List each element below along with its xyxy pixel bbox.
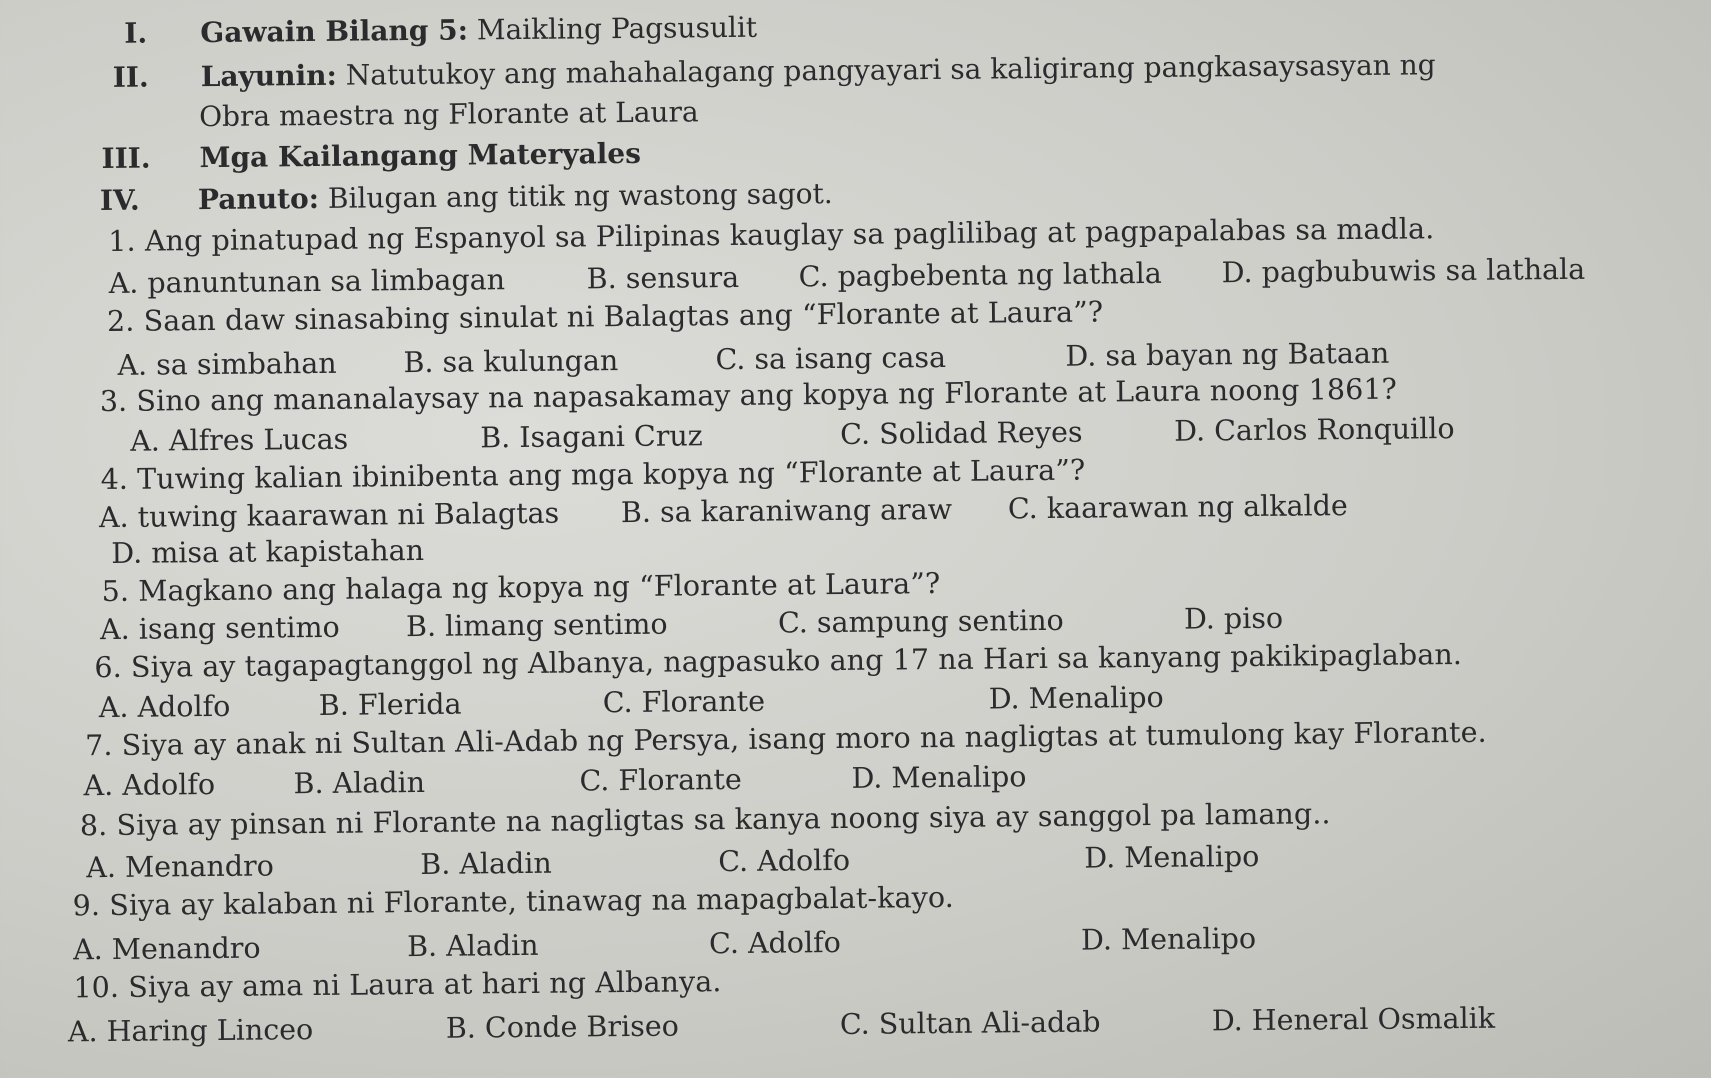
materials-heading	[199, 137, 641, 175]
answer-option: B. Aladin	[293, 765, 426, 801]
answer-option: C. Florante	[579, 762, 742, 798]
answer-option: B. sensura	[586, 260, 740, 296]
header-label: Layunin:	[200, 58, 338, 94]
answer-option: A. panuntunan sa limbagan	[108, 263, 506, 300]
question-text: 10. Siya ay ama ni Laura at hari ng Albanya.	[73, 965, 722, 1005]
answer-option: D. sa bayan ng Bataan	[1065, 336, 1390, 373]
header-number: III.	[101, 141, 151, 176]
answer-option: D. Carlos Ronquillo	[1174, 412, 1455, 448]
answer-option: B. Conde Briseo	[445, 1009, 679, 1045]
header-label: Gawain Bilang 5:	[200, 13, 469, 50]
answer-option: D. piso	[1183, 601, 1284, 636]
answer-option: D. Menalipo	[1080, 921, 1257, 957]
question-text: 5. Magkano ang halaga ng kopya ng “Florante at Laura”?	[101, 567, 941, 609]
answer-option: C. sa isang casa	[715, 340, 947, 377]
answer-option: B. sa karaniwang araw	[620, 492, 953, 530]
answer-option: A. sa simbahan	[117, 346, 337, 382]
instructions	[198, 177, 833, 217]
answer-option: A. Menandro	[86, 849, 274, 885]
question-text: 6. Siya ay tagapagtanggol ng Albanya, nagpasuko ang 17 na Hari sa kanyang pakikipaglaban.	[94, 637, 1463, 685]
answer-option: A. isang sentimo	[99, 610, 340, 647]
question-text: 1. Ang pinatupad ng Espanyol sa Pilipinas kauglay sa paglilibag at pagpapalabas sa madla.	[108, 212, 1435, 258]
header-number: II.	[112, 60, 149, 94]
answer-option: A. Haring Linceo	[67, 1013, 314, 1049]
header-text: Natutukoy ang mahahalagang pangyayari sa kaligirang pangkasaysasyan ng	[336, 48, 1436, 92]
answer-option: B. sa kulungan	[403, 344, 619, 380]
answer-option: C. sampung sentino	[777, 603, 1064, 640]
answer-option: C. Solidad Reyes	[840, 415, 1083, 451]
header-text: Maikling Pagsusulit	[467, 10, 758, 47]
answer-option: A. tuwing kaarawan ni Balagtas	[98, 496, 560, 535]
answer-option: C. Adolfo	[718, 843, 851, 879]
question-text: 2. Saan daw sinasabing sinulat ni Balagtas ang “Florante at Laura”?	[106, 295, 1104, 338]
question-text: 8. Siya ay pinsan ni Florante na nagligtas sa kanya noong siya ay sanggol pa lamang..	[79, 797, 1331, 843]
question-text: 7. Siya ay anak ni Sultan Ali-Adab ng Persya, isang moro na nagligtas at tumulong kay Florante.	[85, 715, 1487, 763]
answer-option: D. misa at kapistahan	[111, 533, 425, 570]
header-title	[200, 11, 757, 50]
answer-option: A. Menandro	[72, 931, 261, 967]
answer-option: B. Flerida	[318, 687, 462, 722]
answer-option: C. Florante	[602, 684, 766, 720]
answer-option: B. limang sentimo	[405, 607, 668, 644]
answer-option: D. Menalipo	[851, 760, 1027, 795]
answer-option: D. pagbubuwis sa lathala	[1221, 252, 1586, 290]
answer-option: C. Adolfo	[708, 925, 841, 961]
answer-option: A. Alfres Lucas	[130, 422, 349, 458]
header-label: Mga Kailangang Materyales	[199, 136, 642, 175]
answer-option: A. Adolfo	[83, 767, 216, 803]
question-text: 3. Sino ang mananalaysay na napasakamay ang kopya ng Florante at Laura noong 1861?	[99, 372, 1398, 419]
answer-option: D. Heneral Osmalik	[1211, 1001, 1496, 1038]
question-text: 9. Siya ay kalaban ni Florante, tinawag na mapagbalat-kayo.	[72, 880, 954, 923]
answer-option: D. Menalipo	[988, 680, 1164, 716]
answer-option: A. Adolfo	[98, 689, 231, 725]
answer-option: C. kaarawan ng alkalde	[1007, 489, 1348, 526]
answer-option: D. Menalipo	[1084, 839, 1260, 875]
header-label: Panuto:	[197, 181, 320, 217]
header-text: Bilugan ang titik ng wastong sagot.	[318, 177, 833, 215]
header-number: I.	[124, 16, 148, 50]
answer-option: C. pagbebenta ng lathala	[798, 256, 1162, 294]
answer-option: B. Isagani Cruz	[480, 419, 703, 455]
answer-option: B. Aladin	[420, 846, 552, 882]
answer-option: C. Sultan Ali-adab	[839, 1005, 1101, 1041]
question-text: 4. Tuwing kalian ibinibenta ang mga kopya ng “Florante at Laura”?	[100, 453, 1086, 497]
answer-option: B. Aladin	[406, 928, 539, 964]
header-number: IV.	[99, 183, 140, 218]
objective	[201, 48, 1436, 94]
objective-continuation: Obra maestra ng Florante at Laura	[198, 95, 699, 134]
